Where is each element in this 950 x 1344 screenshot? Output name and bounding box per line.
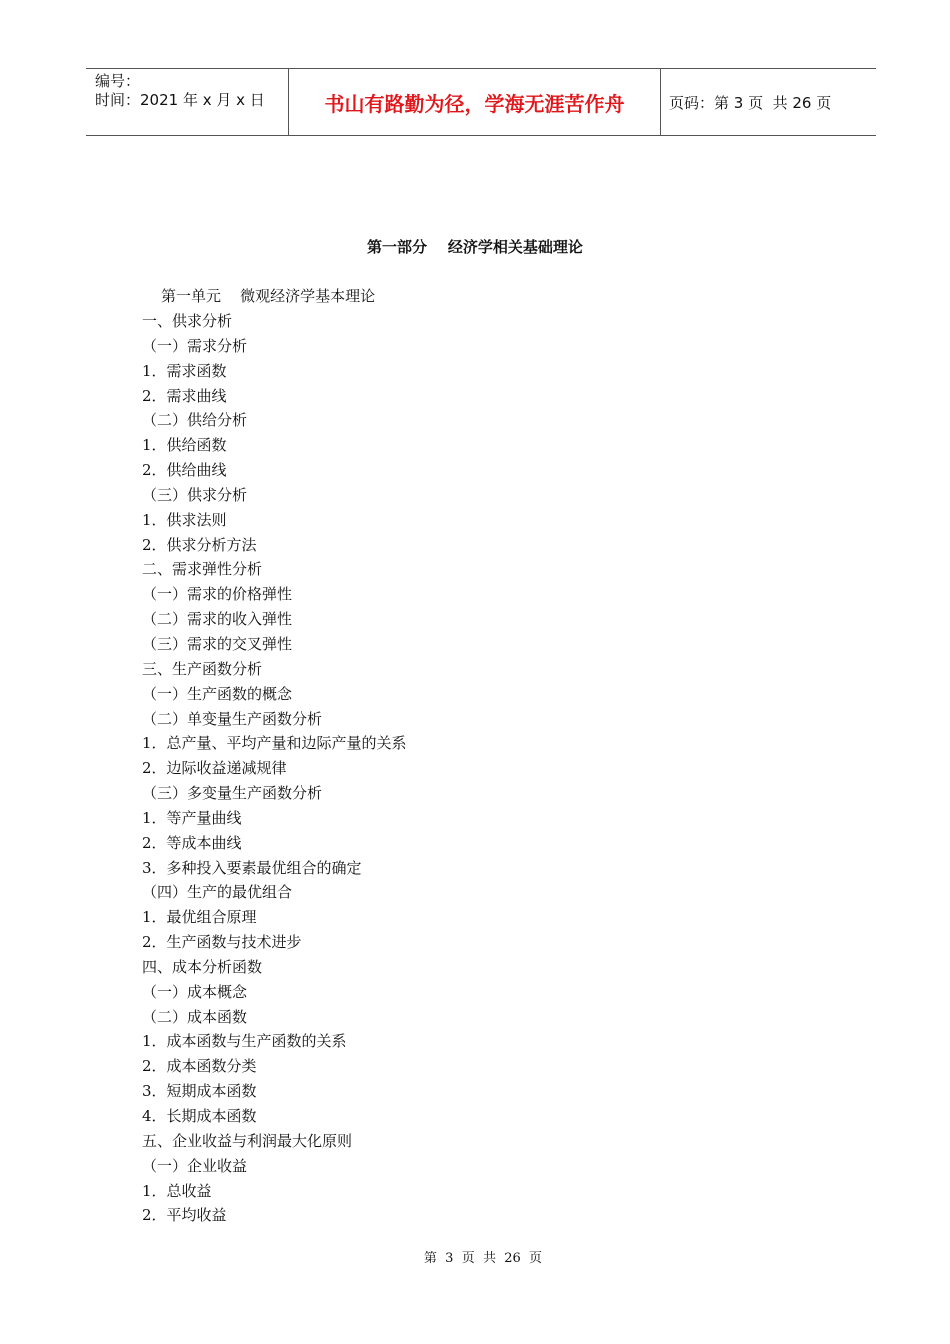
outline-item: 3．多种投入要素最优组合的确定 [142, 858, 362, 877]
outline-item: （一）需求分析 [142, 336, 248, 355]
outline-item: （二）供给分析 [142, 411, 248, 430]
outline-item: 五、企业收益与利润最大化原则 [142, 1131, 353, 1150]
outline-item: 2．边际收益递减规律 [142, 759, 287, 778]
outline-item: 1．等产量曲线 [142, 808, 242, 827]
outline-item: 1．供求法则 [142, 510, 227, 529]
outline-item: （二）单变量生产函数分析 [142, 709, 323, 728]
outline-item: （一）企业收益 [142, 1156, 248, 1175]
outline-item: 2．供求分析方法 [142, 535, 257, 554]
header-page-info: 页码：第 3 页 共 26 页 [669, 93, 832, 112]
time-label: 时间：2021 年 x 月 x 日 [95, 91, 265, 109]
header-meta [86, 69, 288, 135]
page-header [86, 68, 876, 136]
outline-item: 三、生产函数分析 [142, 659, 263, 678]
outline-item: 2．需求曲线 [142, 386, 227, 405]
outline-item: （三）多变量生产函数分析 [142, 784, 323, 803]
outline-item: 2．平均收益 [142, 1206, 227, 1225]
outline-item: 4．长期成本函数 [142, 1107, 257, 1125]
serial-label: 编号： [95, 72, 141, 90]
outline-item: （二）需求的收入弹性 [142, 610, 293, 629]
outline-item: 2．等成本曲线 [142, 833, 242, 852]
outline-item: 1．供给函数 [142, 436, 227, 455]
outline-list [142, 309, 407, 1228]
outline-item: 四、成本分析函数 [142, 957, 263, 976]
unit-title: 第一单元 微观经济学基本理论 [161, 287, 376, 305]
outline-item: （四）生产的最优组合 [142, 883, 293, 902]
outline-item: 2．供给曲线 [142, 461, 227, 480]
outline-item: 3．短期成本函数 [142, 1082, 257, 1101]
part-title: 第一部分 经济学相关基础理论 [367, 238, 583, 256]
page-footer: 第 3 页 共 26 页 [423, 1251, 543, 1266]
outline-item: 1．总产量、平均产量和边际产量的关系 [142, 734, 407, 753]
outline-item: 2．成本函数分类 [142, 1057, 257, 1076]
outline-item: （一）成本概念 [142, 982, 248, 1001]
outline-item: 1．总收益 [142, 1181, 212, 1200]
outline-item: （一）需求的价格弹性 [142, 585, 293, 604]
outline-item: （一）生产函数的概念 [142, 684, 293, 703]
outline-item: 1．最优组合原理 [142, 908, 257, 927]
outline-item: （二）成本函数 [142, 1007, 248, 1026]
outline-item: （三）需求的交叉弹性 [142, 634, 293, 653]
outline-item: 一、供求分析 [142, 312, 233, 330]
outline-item: （三）供求分析 [142, 485, 248, 504]
outline-item: 2．生产函数与技术进步 [142, 933, 302, 952]
outline-item: 1．需求函数 [142, 361, 227, 380]
header-motto: 书山有路勤为径，学海无涯苦作舟 [288, 69, 661, 135]
outline-item: 1．成本函数与生产函数的关系 [142, 1032, 347, 1051]
outline-item: 二、需求弹性分析 [142, 560, 263, 579]
